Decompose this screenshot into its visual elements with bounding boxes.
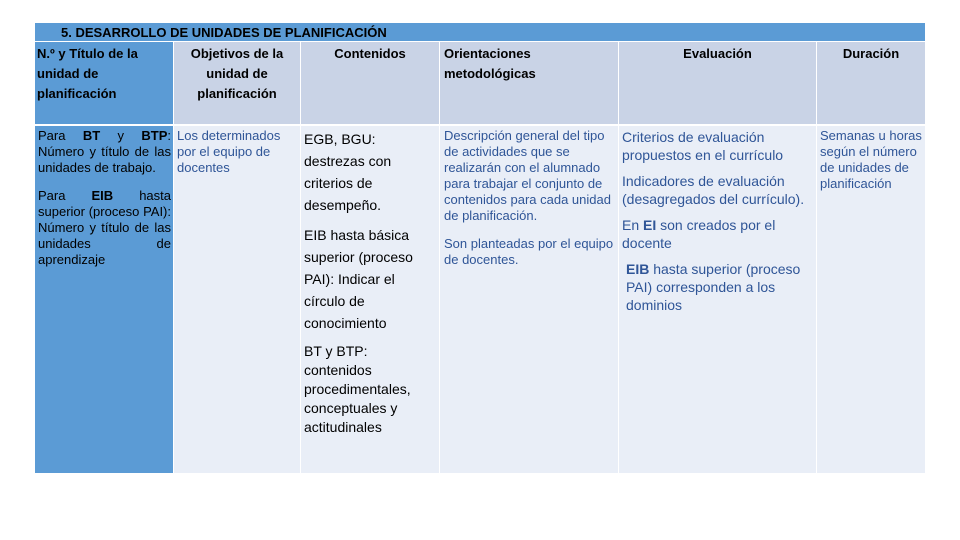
evaluation-text-4: EIB hasta superior (proceso PAI) corresponden a los dominios xyxy=(626,261,801,313)
evaluation-text-2: Indicadores de evaluación (desagregados del currículo). xyxy=(622,173,805,207)
methodology-cell xyxy=(440,126,619,473)
header-evaluation: Evaluación xyxy=(619,42,817,126)
contents-text-egb: EGB, BGU: destrezas con criterios de desempeño. xyxy=(304,131,392,213)
duration-text: Semanas u horas según el número de unidades de planificación xyxy=(820,128,922,191)
methodology-text-2: Son planteadas por el equipo de docentes. xyxy=(444,236,614,267)
evaluation-text-3: En EI son creados por el docente xyxy=(622,217,776,251)
header-methodology: Orientaciones metodológicas xyxy=(440,42,619,126)
evaluation-text-1: Criterios de evaluación propuestos en el currículo xyxy=(622,129,784,163)
planning-table xyxy=(35,23,925,473)
objectives-text: Los determinados por el equipo de docentes xyxy=(177,128,281,175)
header-objectives: Objetivos de la unidad de planificación xyxy=(174,42,301,126)
unit-text-eib: Para EIB hasta superior (proceso PAI): Número y título de las unidades de aprendizaje xyxy=(38,188,171,267)
header-contents: Contenidos xyxy=(301,42,440,126)
header-duration: Duración xyxy=(817,42,925,126)
evaluation-cell xyxy=(619,126,817,473)
contents-text-bt: BT y BTP: contenidos procedimentales, conceptuales y actitudinales xyxy=(304,343,411,435)
contents-text-eib: EIB hasta básica superior (proceso PAI): Indicar el círculo de conocimiento xyxy=(304,227,413,331)
section-title: 5. DESARROLLO DE UNIDADES DE PLANIFICACIÓN xyxy=(35,23,925,42)
header-unit: N.º y Título de la unidad de planificación xyxy=(35,42,174,126)
unit-text-bt: Para BT y BTP: Número y título de las unidades de trabajo. xyxy=(38,128,171,175)
methodology-text-1: Descripción general del tipo de actividades que se realizarán con el alumnado para trabajar el conjunto de contenidos para cada unidad de planificación. xyxy=(444,128,611,223)
objectives-cell xyxy=(174,126,301,473)
duration-cell xyxy=(817,126,925,473)
unit-cell xyxy=(35,126,174,473)
contents-cell xyxy=(301,126,440,473)
